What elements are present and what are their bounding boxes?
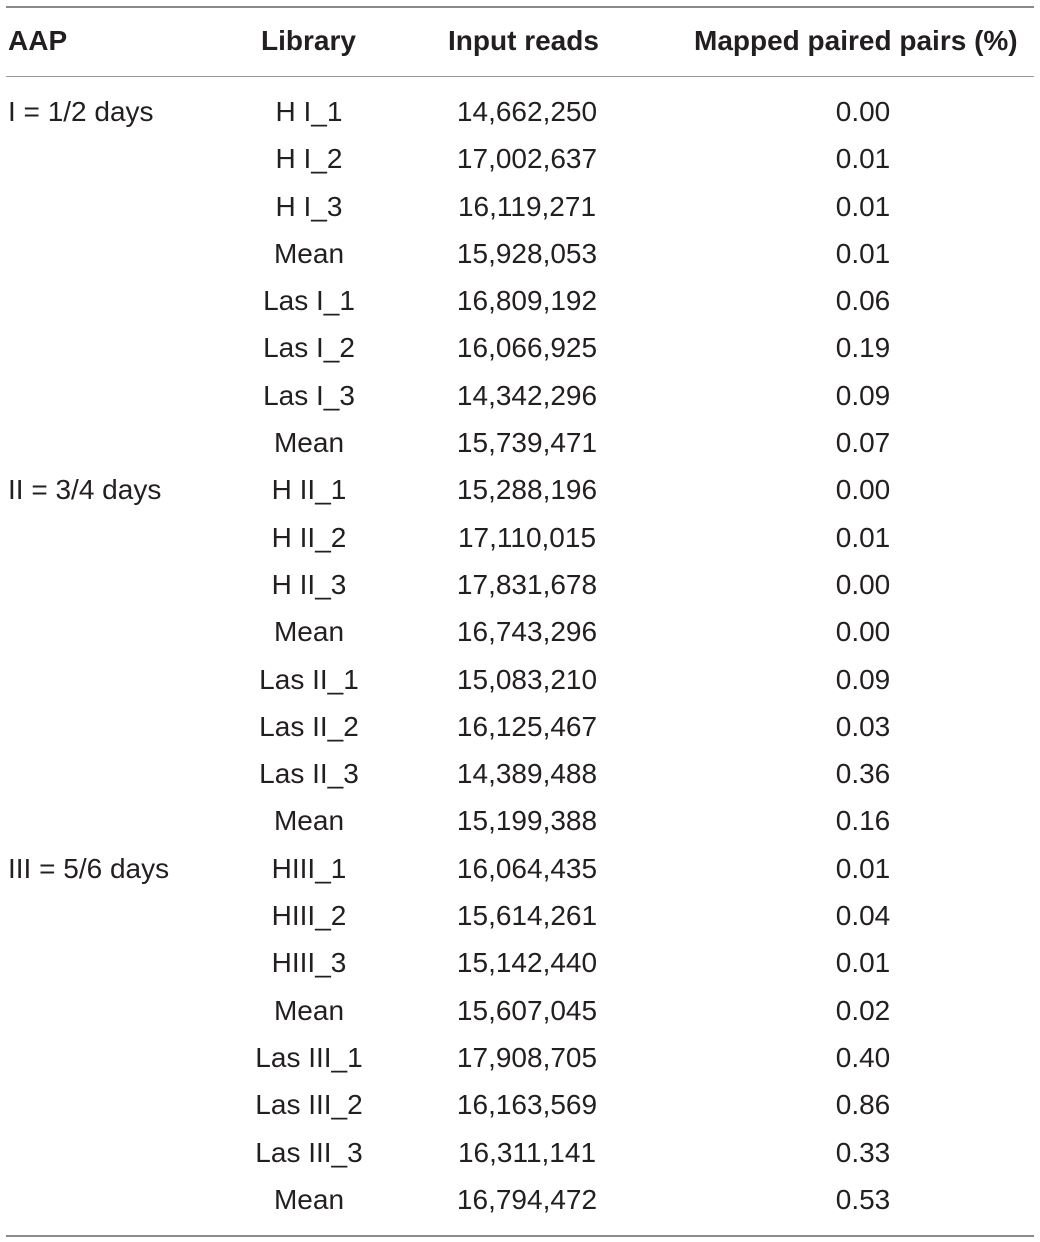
table-row [0,1129,1040,1176]
cell-library: Las III_3 [255,1136,363,1168]
table-row [0,656,1040,703]
cell-input-reads: 15,199,388 [456,805,598,837]
cell-library: HIII_2 [271,900,347,932]
cell-library: H II_1 [271,474,347,506]
table-row [0,183,1040,230]
cell-input-reads: 16,066,925 [456,332,598,364]
header-library: Library [261,25,356,56]
cell-input-reads: 16,125,467 [456,710,598,742]
table-row [0,1034,1040,1081]
cell-input-reads: 17,110,015 [457,521,597,553]
cell-input-reads: 16,743,296 [456,616,598,648]
table-row [0,750,1040,797]
cell-input-reads: 15,083,210 [456,663,598,695]
cell-input-reads: 17,002,637 [456,143,598,175]
table-row [0,324,1040,371]
cell-mapped: 0.00 [835,568,891,600]
cell-mapped: 0.01 [835,521,891,553]
header-rule [6,76,1034,77]
cell-mapped: 0.01 [835,237,891,269]
cell-library: H I_3 [275,190,343,222]
cell-input-reads: 15,614,261 [456,900,598,932]
table-row [0,230,1040,277]
cell-library: H I_2 [275,143,343,175]
cell-input-reads: 14,662,250 [456,96,598,127]
cell-library: HIII_1 [271,852,347,884]
table-row [0,135,1040,182]
cell-aap: II = 3/4 days [8,474,162,506]
table-bottom-rule [6,1235,1034,1237]
table-row [0,797,1040,844]
table-body [0,88,1040,1223]
cell-library: HIII_3 [271,947,347,979]
cell-library: Las II_2 [259,710,359,742]
table-row [0,514,1040,561]
cell-library: Las I_1 [263,285,355,317]
cell-library: Las I_3 [263,379,355,411]
table-row [0,845,1040,892]
table-row [0,1081,1040,1128]
cell-library: Mean [273,237,345,269]
cell-aap: I = 1/2 days [8,96,154,127]
header-mapped-paired-pairs: Mapped paired pairs (%) [694,25,1018,56]
cell-library: Mean [273,1183,345,1215]
table-row [0,372,1040,419]
cell-mapped: 0.01 [835,190,891,222]
cell-mapped: 0.16 [835,805,891,837]
table-row [0,1176,1040,1223]
cell-library: Las III_1 [255,1041,363,1073]
cell-mapped: 0.06 [835,285,891,317]
table-row [0,608,1040,655]
cell-input-reads: 16,119,271 [457,190,597,222]
cell-mapped: 0.09 [835,663,891,695]
table-row [0,419,1040,466]
cell-library: Las II_1 [259,663,359,695]
cell-input-reads: 14,342,296 [456,379,598,411]
table-row [0,561,1040,608]
table-row [0,892,1040,939]
cell-mapped: 0.04 [835,900,891,932]
cell-input-reads: 16,311,141 [457,1136,597,1168]
cell-input-reads: 16,163,569 [456,1089,598,1121]
cell-mapped: 0.03 [835,710,891,742]
cell-input-reads: 17,831,678 [456,568,598,600]
table-row [0,703,1040,750]
cell-library: Mean [273,994,345,1026]
table-row [0,277,1040,324]
cell-library: Las III_2 [255,1089,363,1121]
table-row [0,466,1040,513]
cell-input-reads: 15,142,440 [456,947,598,979]
cell-library: Mean [273,427,345,459]
table-top-rule [6,6,1034,8]
table-row [0,987,1040,1034]
table-row [0,939,1040,986]
cell-input-reads: 15,607,045 [456,994,598,1026]
table-row [0,88,1040,135]
cell-mapped: 0.02 [835,994,891,1026]
cell-input-reads: 16,809,192 [456,285,598,317]
cell-mapped: 0.86 [835,1089,891,1121]
cell-mapped: 0.19 [835,332,891,364]
cell-input-reads: 17,908,705 [456,1041,598,1073]
cell-mapped: 0.33 [835,1136,891,1168]
header-aap: AAP [8,25,68,56]
cell-mapped: 0.01 [835,852,891,884]
cell-input-reads: 15,739,471 [456,427,598,459]
cell-input-reads: 16,794,472 [456,1183,598,1215]
cell-library: Mean [273,805,345,837]
cell-mapped: 0.00 [835,474,891,506]
cell-mapped: 0.01 [835,143,891,175]
cell-mapped: 0.36 [835,758,891,790]
header-input-reads: Input reads [448,25,599,56]
cell-library: Mean [273,616,345,648]
cell-mapped: 0.53 [835,1183,891,1215]
cell-input-reads: 15,928,053 [456,237,598,269]
cell-mapped: 0.07 [835,427,891,459]
cell-mapped: 0.00 [835,616,891,648]
cell-library: Las II_3 [259,758,359,790]
cell-mapped: 0.01 [835,947,891,979]
cell-library: Las I_2 [263,332,355,364]
cell-mapped: 0.40 [835,1041,891,1073]
cell-mapped: 0.09 [835,379,891,411]
cell-input-reads: 15,288,196 [456,474,598,506]
cell-library: H II_3 [271,568,347,600]
cell-aap: III = 5/6 days [8,852,170,884]
cell-input-reads: 14,389,488 [456,758,598,790]
cell-input-reads: 16,064,435 [456,852,598,884]
cell-mapped: 0.00 [835,96,891,127]
cell-library: H II_2 [271,521,347,553]
cell-library: H I_1 [275,96,343,127]
